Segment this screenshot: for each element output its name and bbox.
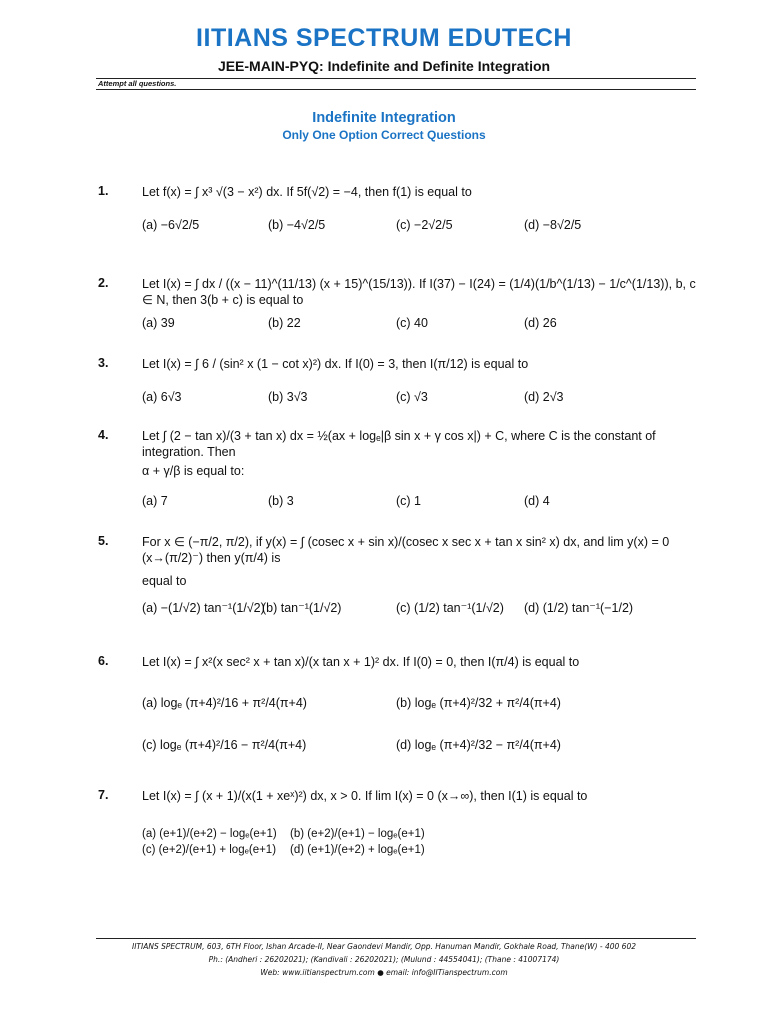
option-d[interactable]: (d) 2√3 (524, 390, 564, 404)
option-b[interactable]: (b) 3√3 (268, 390, 308, 404)
question-number: 5. (98, 534, 109, 548)
option-b[interactable]: (b) logₑ (π+4)²/32 + π²/4(π+4) (396, 696, 561, 710)
section-subtitle: Only One Option Correct Questions (282, 128, 486, 142)
question-stem: Let f(x) = ∫ x³ √(3 − x²) dx. If 5f(√2) = −4, then f(1) is equal to (142, 185, 472, 199)
footer-web[interactable]: Web: www.iitianspectrum.com ● email: info@IITianspectrum.com (260, 968, 508, 977)
option-d[interactable]: (d) 26 (524, 316, 557, 330)
section-title: Indefinite Integration (312, 110, 456, 126)
option-b[interactable]: (b) tan⁻¹(1/√2) (262, 601, 342, 615)
footer-rule (96, 938, 696, 939)
option-c[interactable]: (c) 1 (396, 494, 421, 508)
option-a[interactable]: (a) logₑ (π+4)²/16 + π²/4(π+4) (142, 696, 307, 710)
brand-title: IITIANS SPECTRUM EDUTECH (196, 24, 572, 52)
option-b[interactable]: (b) −4√2/5 (268, 218, 326, 232)
option-a[interactable]: (a) (e+1)/(e+2) − logₑ(e+1) (142, 828, 277, 840)
header-rule (96, 78, 696, 79)
option-d[interactable]: (d) (1/2) tan⁻¹(−1/2) (524, 601, 634, 615)
option-b[interactable]: (b) (e+2)/(e+1) − logₑ(e+1) (290, 828, 425, 840)
question-stem: Let I(x) = ∫ 6 / (sin² x (1 − cot x)²) dx. If I(0) = 3, then I(π/12) is equal to (142, 357, 529, 371)
option-d[interactable]: (d) −8√2/5 (524, 218, 582, 232)
question-number: 1. (98, 184, 109, 198)
footer-address: IITIANS SPECTRUM, 603, 6TH Floor, Ishan Arcade-II, Near Gaondevi Mandir, Opp. Hanuman Mandir, Gokhale Road, Thane(W) - 400 602 (132, 942, 636, 951)
option-c[interactable]: (c) (1/2) tan⁻¹(1/√2) (396, 601, 504, 615)
question-number: 3. (98, 356, 109, 370)
option-a[interactable]: (a) 39 (142, 316, 175, 330)
question-stem: Let ∫ (2 − tan x)/(3 + tan x) dx = ½(ax + logₑ|β sin x + γ cos x|) + C, where C is the constant of integration. Then (142, 429, 656, 459)
question-number: 4. (98, 428, 109, 442)
question-number: 2. (98, 276, 109, 290)
question-stem: Let I(x) = ∫ x²(x sec² x + tan x)/(x tan x + 1)² dx. If I(0) = 0, then I(π/4) is equal to (142, 655, 580, 669)
footer-phone: Ph.: (Andheri : 26202021); (Kandivali : 26202021); (Mulund : 44554041); (Thane : 41007174) (208, 955, 560, 964)
instruction-rule (96, 89, 696, 90)
option-a[interactable]: (a) 6√3 (142, 390, 182, 404)
question-stem: Let I(x) = ∫ (x + 1)/(x(1 + xeˣ)²) dx, x > 0. If lim I(x) = 0 (x→∞), then I(1) is equal to (142, 789, 588, 803)
question-stem-continued: α + γ/β is equal to: (142, 464, 245, 478)
option-c[interactable]: (c) √3 (396, 390, 428, 404)
option-a[interactable]: (a) 7 (142, 494, 168, 508)
question-stem-continued: equal to (142, 574, 187, 588)
option-c[interactable]: (c) logₑ (π+4)²/16 − π²/4(π+4) (142, 738, 307, 752)
question-stem: For x ∈ (−π/2, π/2), if y(x) = ∫ (cosec x + sin x)/(cosec x sec x + tan x sin² x) dx, and lim y(x) = 0 (x→(π/2)⁻) then y(π/4) is (142, 535, 670, 565)
option-c[interactable]: (c) (e+2)/(e+1) + logₑ(e+1) (142, 844, 277, 856)
question-number: 6. (98, 654, 109, 668)
option-d[interactable]: (d) 4 (524, 494, 550, 508)
option-b[interactable]: (b) 3 (268, 494, 294, 508)
question-stem: Let I(x) = ∫ dx / ((x − 11)^(11/13) (x + 15)^(15/13)). If I(37) − I(24) = (1/4)(1/b^(1/13) − 1/c^(1/13)), b, c ∈ N, then 3(b + c) is equal to (142, 277, 696, 307)
option-b[interactable]: (b) 22 (268, 316, 301, 330)
option-d[interactable]: (d) logₑ (π+4)²/32 − π²/4(π+4) (396, 738, 561, 752)
option-d[interactable]: (d) (e+1)/(e+2) + logₑ(e+1) (290, 844, 425, 856)
instruction-text: Attempt all questions. (98, 79, 177, 88)
question-number: 7. (98, 788, 109, 802)
document-subtitle: JEE-MAIN-PYQ: Indefinite and Definite Integration (217, 58, 551, 74)
option-c[interactable]: (c) −2√2/5 (396, 218, 453, 232)
option-a[interactable]: (a) −6√2/5 (142, 218, 200, 232)
option-c[interactable]: (c) 40 (396, 316, 428, 330)
option-a[interactable]: (a) −(1/√2) tan⁻¹(1/√2) (142, 601, 265, 615)
